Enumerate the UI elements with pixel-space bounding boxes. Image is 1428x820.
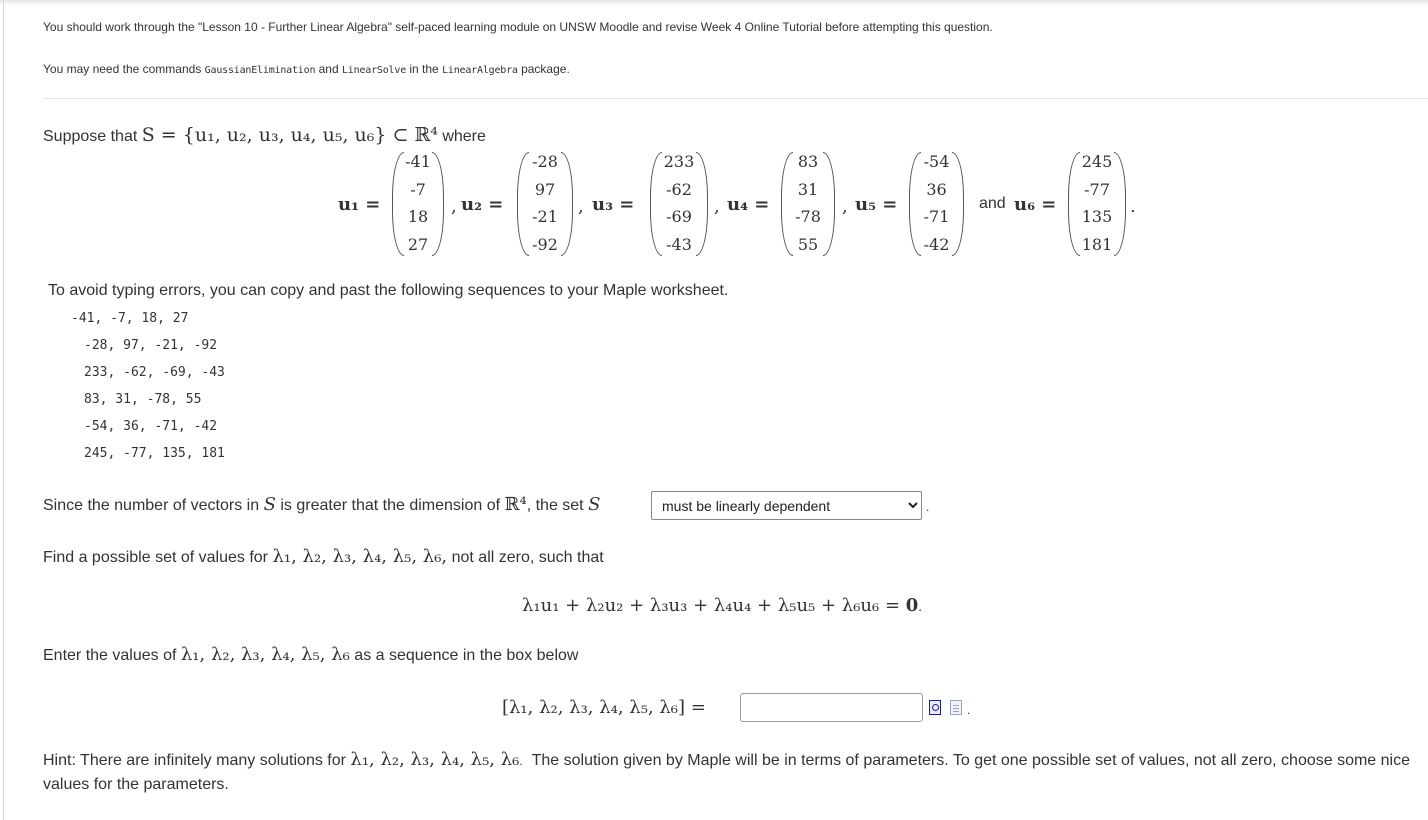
r4-symbol: ℝ⁴ (504, 494, 527, 515)
vector-u6 (1068, 152, 1126, 256)
lambda-list: λ₁, λ₂, λ₃, λ₄, λ₅, λ₆, (272, 546, 448, 567)
vector-label-u1: u₁ = (338, 194, 381, 215)
sequence-u5: -54, 36, -71, -42 (84, 419, 218, 434)
vector-entry: -21 (532, 207, 558, 226)
problem-statement (43, 124, 486, 146)
vector-u1 (392, 152, 444, 256)
vector-u2 (517, 152, 573, 256)
vector-period: . (1130, 196, 1136, 217)
right-paren (432, 152, 444, 256)
in-the-text: in the (409, 62, 439, 76)
sequence-u1: -41, -7, 18, 27 (71, 311, 189, 326)
dependence-dropdown[interactable] (651, 491, 922, 520)
instruction-line-2 (43, 62, 570, 76)
find-prefix: Find a possible set of values for (43, 549, 269, 566)
vector-entry: -7 (410, 179, 426, 199)
vector-separator: , (451, 196, 457, 217)
set-symbol: S (263, 494, 276, 515)
vector-separator: , (842, 196, 848, 217)
vector-entry: 55 (797, 234, 819, 254)
instruction-suffix: package. (521, 62, 570, 76)
the-set-text: the set (535, 497, 584, 514)
command-gaussian-elimination: GaussianElimination (204, 65, 316, 76)
section-divider (43, 98, 1428, 99)
sequence-u3: 233, -62, -69, -43 (84, 365, 225, 380)
syntax-help-icon[interactable] (950, 700, 962, 715)
where-text: where (442, 128, 486, 145)
vector-entry: -54 (923, 152, 950, 171)
vector-entry: 83 (797, 152, 819, 171)
enter-statement (43, 644, 578, 665)
sequence-u4: 83, 31, -78, 55 (84, 392, 202, 407)
instruction-text: You should work through the "Lesson 10 - Further Linear Algebra" self-paced learning module on UNSW Moodle and revise Week 4 Online Tutorial before attempting this question. (43, 20, 993, 34)
vector-label-u2: u₂ = (461, 194, 504, 215)
vector-u5 (909, 152, 964, 256)
command-linear-solve: LinearSolve (341, 65, 407, 76)
hint-paragraph (43, 748, 1423, 797)
lambda-list: λ₁, λ₂, λ₃, λ₄, λ₅, λ₆ (350, 749, 520, 770)
vector-u3 (650, 152, 708, 256)
vector-entry: 245 (1081, 152, 1113, 171)
dropdown-period: . (926, 500, 930, 514)
set-definition: S = {u₁, u₂, u₃, u₄, u₅, u₆} ⊂ ℝ⁴ (141, 124, 438, 146)
vector-entry: 27 (407, 234, 429, 254)
vector-separator: , (714, 196, 720, 217)
dependence-statement (43, 494, 600, 515)
sequence-u2: -28, 97, -21, -92 (84, 338, 218, 353)
copy-intro-text: To avoid typing errors, you can copy and past the following sequences to your Maple worksheet. (48, 282, 729, 299)
right-paren (696, 152, 708, 256)
vector-entry: 181 (1081, 234, 1113, 254)
and-text: and (318, 62, 339, 76)
suppose-text: Suppose that (43, 128, 138, 145)
vector-label-u6: u₆ = (1014, 194, 1057, 215)
right-paren (823, 152, 835, 256)
vector-entry: -62 (666, 179, 692, 199)
vector-entry: 36 (926, 179, 947, 199)
vector-label-u4: u₄ = (727, 194, 770, 215)
vector-entry: 233 (663, 152, 695, 171)
answer-label: [λ₁, λ₂, λ₃, λ₄, λ₅, λ₆] = (502, 697, 706, 718)
vector-entry: -77 (1084, 179, 1110, 199)
vector-entry: -42 (923, 234, 950, 254)
find-suffix: not all zero, such that (451, 549, 604, 566)
vector-entry: 31 (797, 179, 819, 199)
package-linear-algebra: LinearAlgebra (442, 65, 518, 76)
vector-entry: 18 (407, 207, 429, 226)
find-statement (43, 546, 604, 567)
vector-entry: 97 (534, 179, 556, 199)
vector-separator: , (578, 196, 584, 217)
linear-combination-equation (522, 595, 922, 616)
instruction-prefix: You may need the commands (43, 62, 202, 76)
right-paren (952, 152, 964, 256)
right-paren (1114, 152, 1126, 256)
vector-entry: -78 (795, 207, 821, 226)
vector-label-u3: u₃ = (592, 194, 635, 215)
dependence-prefix: Since the number of vectors in (43, 497, 260, 514)
vector-entry: -69 (666, 207, 692, 226)
enter-prefix: Enter the values of (43, 647, 177, 664)
vector-entry: -92 (532, 234, 558, 254)
vector-entry: -28 (532, 152, 558, 171)
answer-input[interactable] (740, 693, 923, 722)
vector-u4 (781, 152, 835, 256)
set-symbol: S (588, 494, 601, 515)
vector-entry: -71 (923, 207, 950, 226)
sequence-u6: 245, -77, 135, 181 (84, 446, 225, 461)
equation-lhs: λ₁u₁ + λ₂u₂ + λ₃u₃ + λ₄u₄ + λ₅u₅ + λ₆u₆ = (522, 595, 906, 616)
content-left-border (3, 0, 4, 820)
vector-label-u5: u₅ = (855, 194, 898, 215)
enter-suffix: as a sequence in the box below (354, 647, 579, 664)
lambda-list: λ₁, λ₂, λ₃, λ₄, λ₅, λ₆ (180, 644, 350, 665)
dependence-middle: is greater that the dimension of (280, 497, 501, 514)
vector-entry: -43 (666, 234, 692, 254)
comma-text: , (526, 497, 532, 514)
and-text: and (979, 195, 1006, 212)
preview-icon[interactable] (929, 700, 941, 715)
hint-body: The solution given by Maple will be in terms of parameters. To get one possible set of values, not all zero, choose some nice values for the parameters. (43, 752, 1410, 793)
answer-period: . (967, 703, 971, 717)
instruction-line-1 (43, 20, 993, 34)
window-top-shadow (0, 0, 1428, 6)
right-paren (561, 152, 573, 256)
zero-vector: 0 (905, 595, 919, 616)
hint-dot: . (519, 754, 523, 768)
vector-entry: 135 (1081, 207, 1113, 226)
vector-entry: -41 (405, 152, 431, 171)
hint-prefix: Hint: There are infinitely many solutions for (43, 752, 346, 769)
equation-period: . (918, 600, 923, 614)
